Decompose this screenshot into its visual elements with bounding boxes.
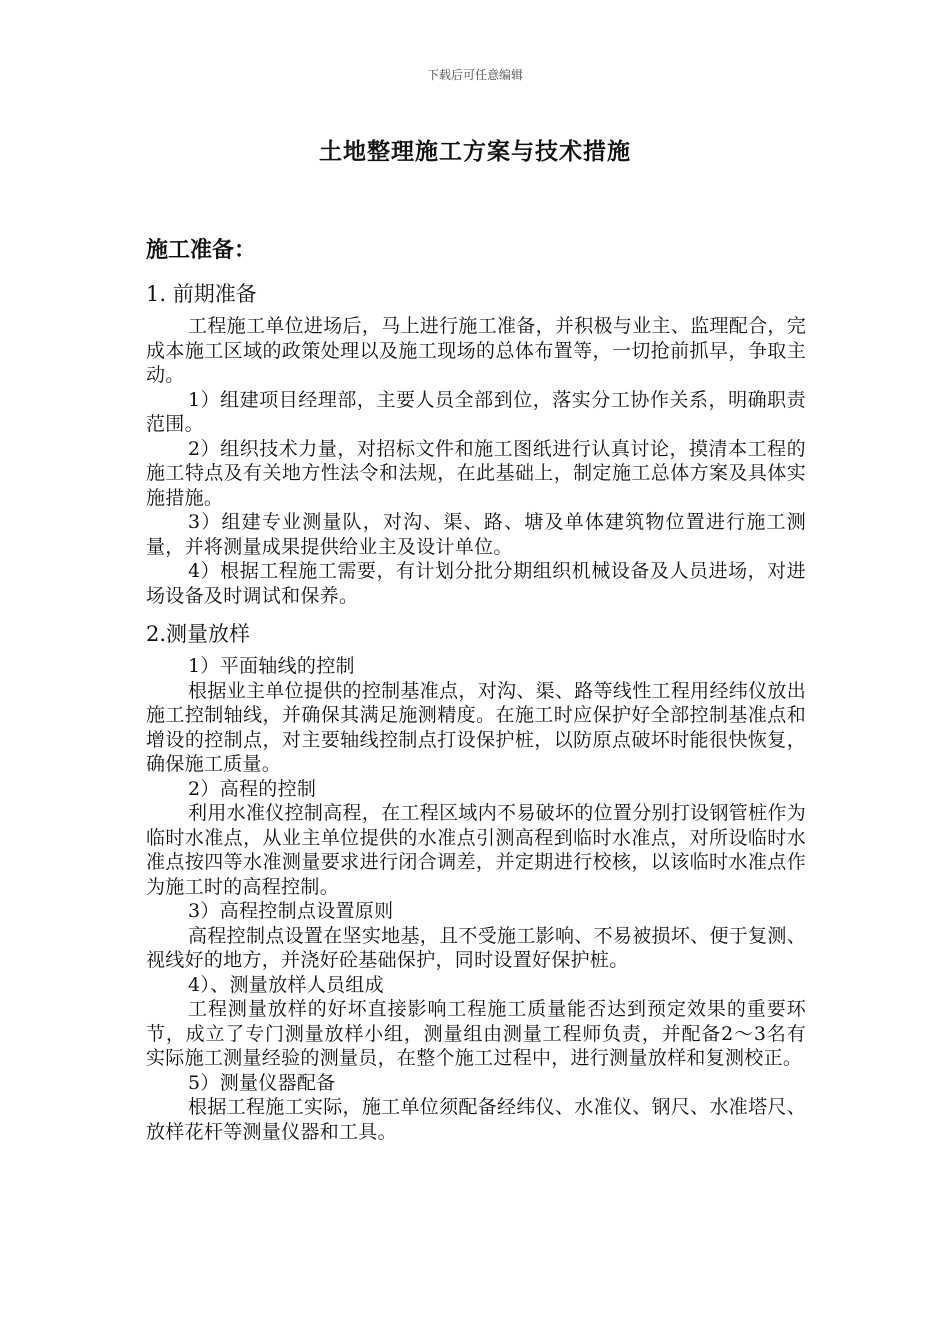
part1-paragraph: 4）根据工程施工需要，有计划分批分期组织机械设备及人员进场，对进场设备及时调试和保养。: [146, 560, 806, 607]
section-heading: 施工准备：: [146, 237, 257, 263]
part1-paragraph: 2）组织技术力量，对招标文件和施工图纸进行认真讨论，摸清本工程的施工特点及有关地方性法令和法规，在此基础上，制定施工总体方案及具体实施措施。: [146, 437, 806, 509]
part1-heading: 1. 前期准备: [146, 282, 257, 306]
part2-heading: 2.测量放样: [146, 622, 251, 646]
part1-paragraph: 工程施工单位进场后，马上进行施工准备，并积极与业主、监理配合，完成本施工区域的政策处理以及施工现场的总体布置等，一切抢前抓早，争取主动。: [146, 315, 806, 386]
part2-subheading: 5）测量仪器配备: [188, 1071, 336, 1094]
part2-subheading: 1）平面轴线的控制: [188, 655, 355, 677]
part1-paragraph: 1）组建项目经理部，主要人员全部到位，落实分工协作关系，明确职责范围。: [146, 388, 806, 435]
document-title: 土地整理施工方案与技术措施: [319, 138, 631, 165]
part2-paragraph: 根据工程施工实际，施工单位须配备经纬仪、水准仪、钢尺、水准塔尺、放样花杆等测量仪器和工具。: [146, 1096, 806, 1143]
document-body: [146, 233, 806, 1144]
part1-paragraph: 3）组建专业测量队，对沟、渠、路、塘及单体建筑物位置进行施工测量，并将测量成果提供给业主及设计单位。: [146, 511, 806, 558]
page-header-note: 下载后可任意编辑: [426, 68, 523, 82]
part2-subheading: 3）高程控制点设置原则: [188, 900, 394, 922]
part2-subheading: 2）高程的控制: [188, 777, 317, 800]
part2-paragraph: 利用水准仪控制高程，在工程区域内不易破坏的位置分别打设钢管桩作为临时水准点，从业主单位提供的水准点引测高程到临时水准点，对所设临时水准点按四等水准测量要求进行闭合调差，并定期进行校核，以该临时水准点作为施工时的高程控制。: [146, 802, 806, 898]
part2-paragraph: 高程控制点设置在坚实地基，且不受施工影响、不易被损坏、便于复测、视线好的地方，并浇好砼基础保护，同时设置好保护桩。: [146, 924, 806, 971]
part2-subheading: 4）、测量放样人员组成: [188, 973, 384, 996]
part2-paragraph: 根据业主单位提供的控制基准点，对沟、渠、路等线性工程用经纬仪放出施工控制轴线，并确保其满足施测精度。在施工时应保护好全部控制基准点和增设的控制点，对主要轴线控制点打设保护桩，以防原点破坏时能很快恢复，确保施工质量。: [146, 679, 806, 775]
part2-paragraph: 工程测量放样的好坏直接影响工程施工质量能否达到预定效果的重要环节，成立了专门测量放样小组，测量组由测量工程师负责，并配备2～3名有实际施工测量经验的测量员，在整个施工过程中，进行测量放样和复测校正。: [146, 998, 806, 1069]
